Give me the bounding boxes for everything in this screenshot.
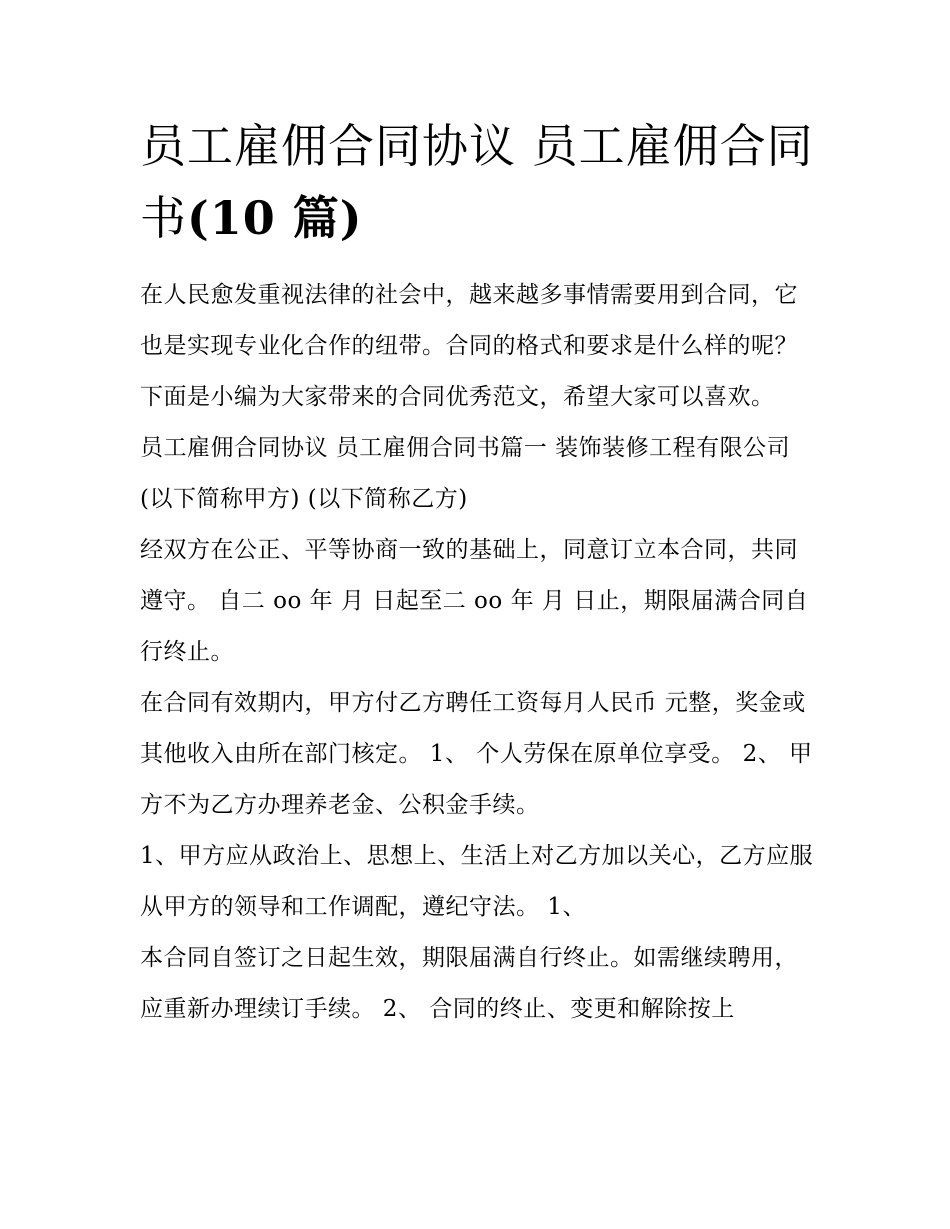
title-count: (10 篇) — [187, 191, 363, 245]
paragraph-duties: 1、甲方应从政治上、思想上、生活上对乙方加以关心，乙方应服从甲方的领导和工作调配，遵纪守法。 1、 — [140, 843, 814, 920]
title-text: 员工雇佣合同协议 员工雇佣合同书 — [140, 119, 814, 245]
paragraph-effect: 本合同自签订之日起生效，期限届满自行终止。如需继续聘用，应重新办理续订手续。 2、 合同的终止、变更和解除按上 — [140, 945, 798, 1022]
paragraph-salary: 在合同有效期内，甲方付乙方聘任工资每月人民币 元整，奖金或其他收入由所在部门核定。 1、 个人劳保在原单位享受。 2、 甲方不为乙方办理养老金、公积金手续。 — [140, 690, 813, 818]
paragraph-parties: 员工雇佣合同协议 员工雇佣合同书篇一 装饰装修工程有限公司 (以下简称甲方) (以下简称乙方) — [140, 435, 791, 512]
document-title — [140, 110, 816, 254]
document-page — [140, 110, 816, 1035]
paragraph-intro: 在人民愈发重视法律的社会中，越来越多事情需要用到合同，它也是实现专业化合作的纽带。合同的格式和要求是什么样的呢？下面是小编为大家带来的合同优秀范文，希望大家可以喜欢。 — [140, 282, 798, 410]
paragraph-term: 经双方在公正、平等协商一致的基础上，同意订立本合同，共同遵守。 自二 oo 年 月 日起至二 oo 年 月 日止，期限届满合同自行终止。 — [140, 537, 809, 665]
